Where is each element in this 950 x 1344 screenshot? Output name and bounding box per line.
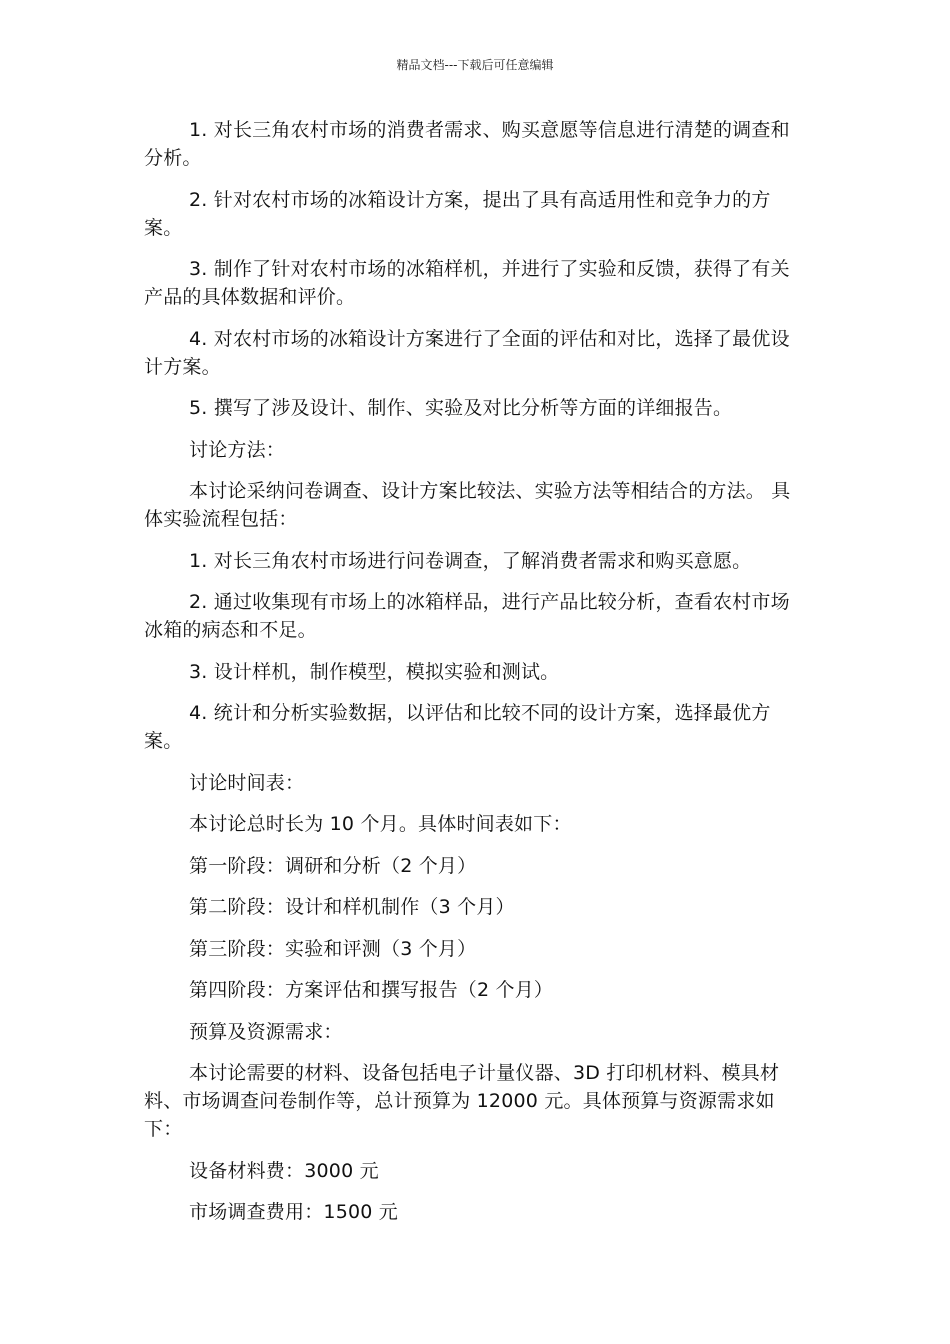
- method-step-2: 2. 通过收集现有市场上的冰箱样品，进行产品比较分析，查看农村市场冰箱的病态和不足。: [144, 591, 790, 641]
- document-body: [144, 116, 806, 1240]
- budget-item-equipment: 设备材料费：3000 元: [189, 1159, 379, 1182]
- page-header: 精品文档---下载后可任意编辑: [396, 58, 554, 72]
- result-item-1: 1. 对长三角农村市场的消费者需求、购买意愿等信息进行清楚的调查和分析。: [144, 119, 790, 169]
- budget-item-survey: 市场调查费用：1500 元: [189, 1201, 398, 1223]
- schedule-phase-4: 第四阶段：方案评估和撰写报告（2 个月）: [189, 979, 554, 1001]
- section-heading-budget: 预算及资源需求：: [189, 1020, 343, 1043]
- schedule-phase-1: 第一阶段：调研和分析（2 个月）: [189, 854, 477, 877]
- budget-intro: 本讨论需要的材料、设备包括电子计量仪器、3D 打印机材料、模具材料、市场调查问卷制作等，总计预算为 12000 元。具体预算与资源需求如下：: [144, 1062, 780, 1140]
- result-item-2: 2. 针对农村市场的冰箱设计方案，提出了具有高适用性和竞争力的方案。: [144, 188, 771, 239]
- schedule-phase-2: 第二阶段：设计和样机制作（3 个月）: [189, 896, 515, 918]
- method-intro: 本讨论采纳问卷调查、设计方案比较法、实验方法等相结合的方法。 具体实验流程包括：: [144, 480, 791, 530]
- section-heading-method: 讨论方法：: [189, 438, 286, 461]
- section-heading-schedule: 讨论时间表：: [189, 771, 305, 794]
- result-item-5: 5. 撰写了涉及设计、制作、实验及对比分析等方面的详细报告。: [189, 397, 733, 419]
- method-step-1: 1. 对长三角农村市场进行问卷调查，了解消费者需求和购买意愿。: [189, 549, 752, 572]
- schedule-intro: 本讨论总时长为 10 个月。具体时间表如下：: [189, 813, 572, 835]
- method-step-4: 4. 统计和分析实验数据，以评估和比较不同的设计方案，选择最优方案。: [144, 702, 771, 752]
- result-item-4: 4. 对农村市场的冰箱设计方案进行了全面的评估和对比，选择了最优设计方案。: [144, 327, 790, 378]
- schedule-phase-3: 第三阶段：实验和评测（3 个月）: [189, 937, 477, 960]
- result-item-3: 3. 制作了针对农村市场的冰箱样机，并进行了实验和反馈，获得了有关产品的具体数据和评价。: [144, 258, 790, 308]
- method-step-3: 3. 设计样机，制作模型，模拟实验和测试。: [189, 660, 560, 683]
